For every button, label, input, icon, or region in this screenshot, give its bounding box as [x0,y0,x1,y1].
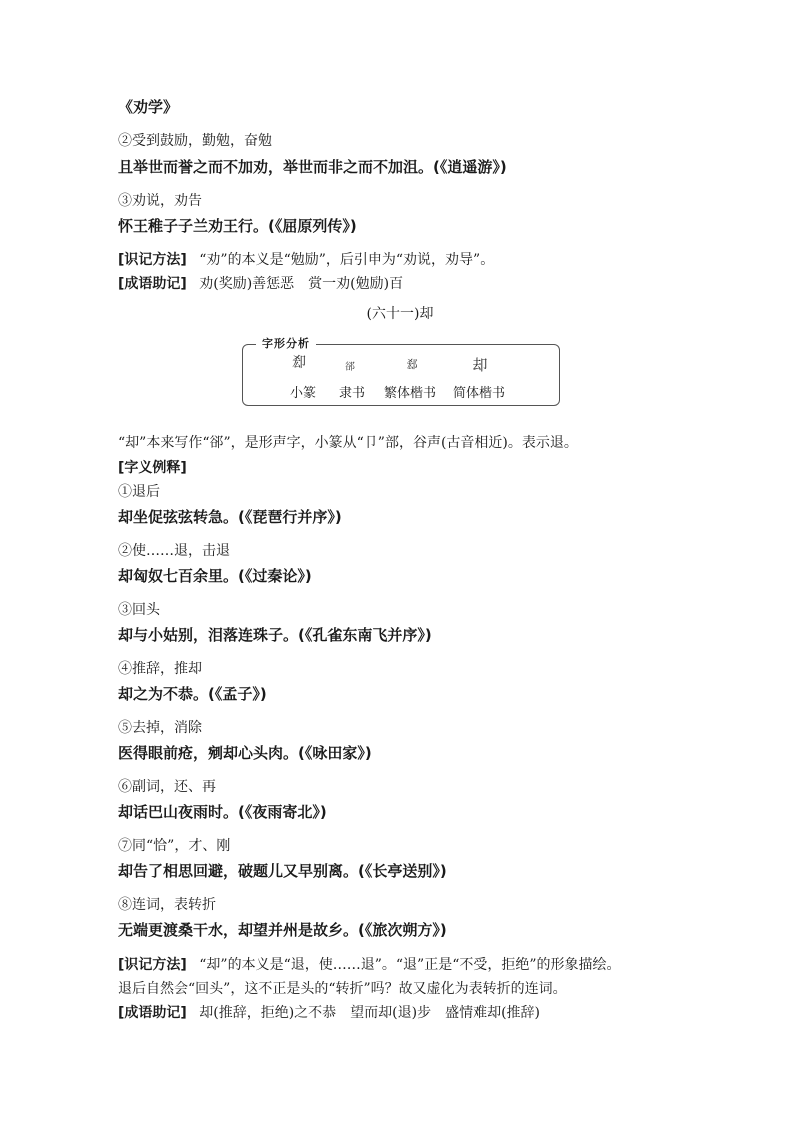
idiom-text: 却(推辞，拒绝)之不恭 望而却(退)步 盛情难却(推辞) [199,1005,541,1021]
example-line: 却告了相思回避，破题儿又早别离。(《长亭送别》) [118,862,447,880]
meaning-tag: [字义例释] [118,460,187,476]
memory-method-tag: [识记方法] [118,252,187,268]
memory-method-row [118,955,621,975]
source-title: 《劝学》 [118,98,179,116]
idiom-text: 劝(奖励)善惩恶 赏一劝(勉励)百 [199,276,404,292]
glyph-label: 隶书 [339,386,366,401]
glyph-label: 小篆 [290,386,317,401]
idiom-row [118,1003,540,1023]
example-line: 医得眼前疮，剜却心头肉。(《咏田家》) [118,744,372,762]
memory-method-row [118,250,494,270]
intro-text: “却”本来写作“郤”，是形声字，小篆从“卩”部，谷声(古音相近)。表示退。 [118,435,578,451]
memory-method-text-2: 退后自然会“回头”，这不正是头的“转折”吗？故又虚化为表转折的连词。 [118,981,567,997]
idiom-row [118,274,403,294]
memory-method-text: “劝”的本义是“勉励”，后引申为“劝说，劝导”。 [199,252,495,268]
memory-method-text: “却”的本义是“退，使……退”。“退”正是“不受，拒绝”的形象描绘。 [199,957,621,973]
example-line: 且举世而誉之而不加劝，举世而非之而不加沮。(《逍遥游》) [118,158,507,176]
glyph-box-title: 字形分析 [256,335,316,351]
example-line: 怀王稚子子兰劝王行。(《屈原列传》) [118,217,357,235]
idiom-tag: [成语助记] [118,1005,187,1021]
glyph-seal: 㕁 [292,355,306,371]
glyph-traditional: 郄 [406,358,418,371]
example-line: 却坐促弦弦转急。(《琵琶行并序》) [118,508,342,526]
sense-line: ⑧连词，表转折 [118,897,216,913]
glyph-simplified: 却 [472,356,488,374]
glyph-label: 繁体楷书 [384,386,437,401]
example-line: 却之为不恭。(《孟子》) [118,685,267,703]
sense-line: ⑦同“恰”，才、刚 [118,838,231,854]
idiom-tag: [成语助记] [118,276,187,292]
example-line: 无端更渡桑干水，却望并州是故乡。(《旅次朔方》) [118,921,447,939]
example-line: 却匈奴七百余里。(《过秦论》) [118,567,312,585]
sense-line: ③劝说，劝告 [118,193,202,209]
glyph-clerical: 郤 [345,362,355,373]
sense-line: ③回头 [118,602,160,618]
example-line: 却与小姑别，泪落连珠子。(《孔雀东南飞并序》) [118,626,432,644]
sense-line: ②受到鼓励，勤勉，奋勉 [118,133,272,149]
glyph-label: 简体楷书 [453,386,506,401]
memory-method-tag: [识记方法] [118,957,187,973]
sense-line: ⑤去掉，消除 [118,720,202,736]
section-title: (六十一)却 [366,306,434,322]
example-line: 却话巴山夜雨时。(《夜雨寄北》) [118,803,327,821]
sense-line: ①退后 [118,484,160,500]
sense-line: ⑥副词，还、再 [118,779,216,795]
sense-line: ②使……退，击退 [118,543,230,559]
sense-line: ④推辞，推却 [118,661,202,677]
